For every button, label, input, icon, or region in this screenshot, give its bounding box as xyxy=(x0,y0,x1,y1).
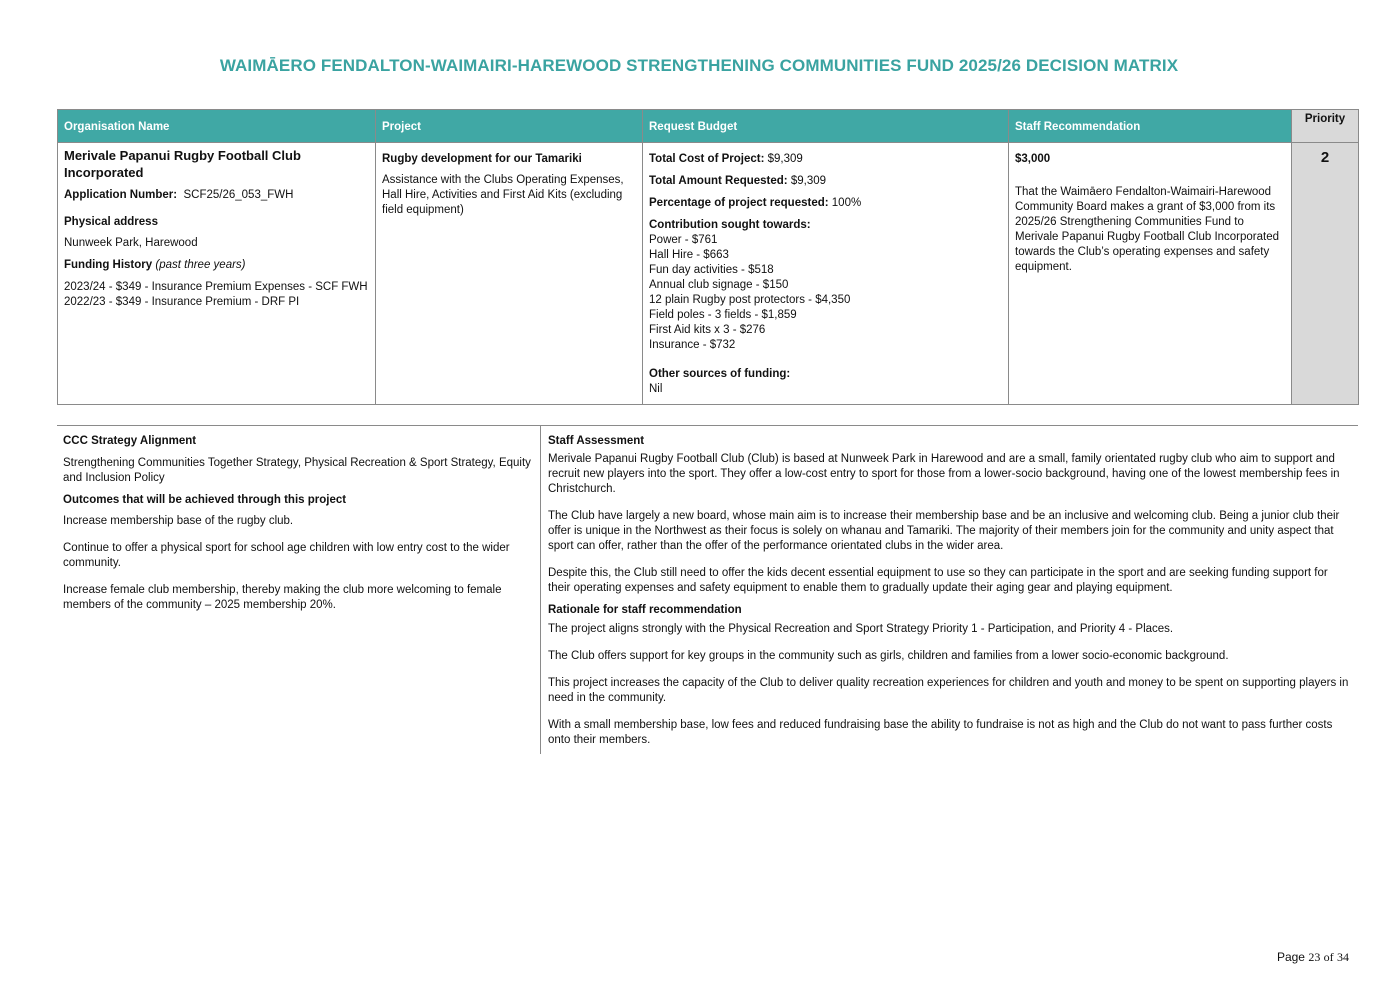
funding-history-note: (past three years) xyxy=(155,259,246,271)
total-cost xyxy=(649,152,1002,167)
staff-assessment-column xyxy=(542,426,1358,756)
list-item: Hall Hire - $663 xyxy=(649,249,729,261)
outcome-item: Continue to offer a physical sport for school age children with low entry cost to the wider community. xyxy=(63,542,510,569)
total-cost-label: Total Cost of Project: xyxy=(649,153,765,165)
priority-cell xyxy=(1292,143,1359,405)
list-item: Insurance - $732 xyxy=(649,339,736,351)
priority-value: 2 xyxy=(1320,149,1330,166)
page-title: WAIMĀERO FENDALTON-WAIMAIRI-HAREWOOD STRENGTHENING COMMUNITIES FUND 2025/26 DECISION MATRIX xyxy=(219,56,1179,75)
header-priority: Priority xyxy=(1292,110,1359,143)
percentage-requested xyxy=(649,196,1002,211)
funding-history-item: 2023/24 - $349 - Insurance Premium Expenses - SCF FWH xyxy=(64,281,368,293)
assessment-paragraph: The Club have largely a new board, whose main aim is to increase their membership base and be an inclusive and welcoming club. Being a junior club their offer is unique in the Northwest as their focus is solely on whanau and Tamariki. The majority of their members join for the community and unity aspect that sport can offer, rather than the offer of the performance orientated clubs in the wider area. xyxy=(548,510,1340,552)
rationale-paragraph: With a small membership base, low fees and reduced fundraising base the ability to fundraise is not as high and the Club do not want to pass further costs onto their members. xyxy=(548,719,1333,746)
percentage-value: 100% xyxy=(831,197,862,209)
total-requested-value: $9,309 xyxy=(790,175,827,187)
recommendation-text: That the Waimāero Fendalton-Waimairi-Harewood Community Board makes a grant of $3,000 from its 2025/26 Strengthening Communities Fund to Merivale Papanui Rugby Football Club Incorporated towards the Club’s operating expenses and safety equipment. xyxy=(1015,186,1280,273)
strategy-alignment-heading: CCC Strategy Alignment xyxy=(63,435,197,447)
page-label: Page xyxy=(1276,950,1305,964)
outcome-item: Increase female club membership, thereby making the club more welcoming to female members of the community – 2025 membership 20%. xyxy=(63,584,502,611)
application-number xyxy=(64,188,369,203)
header-organisation-name: Organisation Name xyxy=(58,110,376,143)
list-item: Field poles - 3 fields - $1,859 xyxy=(649,309,797,321)
funding-history-heading xyxy=(64,258,369,273)
list-item: Power - $761 xyxy=(649,234,718,246)
physical-address-label: Physical address xyxy=(64,216,158,228)
project-description: Assistance with the Clubs Operating Expenses, Hall Hire, Activities and First Aid Kits (excluding field equipment) xyxy=(382,174,624,216)
strategy-alignment-text: Strengthening Communities Together Strategy, Physical Recreation & Sport Strategy, Equity and Inclusion Policy xyxy=(63,457,531,484)
assessment-section xyxy=(57,425,1358,754)
project-title: Rugby development for our Tamariki xyxy=(382,153,582,165)
other-funding-value: Nil xyxy=(649,383,663,395)
total-requested xyxy=(649,174,1002,189)
list-item: Fun day activities - $518 xyxy=(649,264,774,276)
assessment-paragraph: Merivale Papanui Rugby Football Club (Club) is based at Nunweek Park in Harewood and are a small, family orientated rugby club who aim to support and recruit new players into the sport. They offer a low-cost entry to sport for those from a lower-socio background, having one of the lowest membership fees in Christchurch. xyxy=(548,453,1340,495)
organisation-cell xyxy=(58,143,376,405)
other-funding-label: Other sources of funding: xyxy=(649,368,791,380)
organisation-name: Merivale Papanui Rugby Football Club Incorporated xyxy=(64,148,301,180)
staff-recommendation-cell xyxy=(1009,143,1292,405)
outcome-item: Increase membership base of the rugby club. xyxy=(63,515,294,527)
rationale-paragraph: This project increases the capacity of the Club to deliver quality recreation experiences for children and youth and money to be spent on supporting players in need in the community. xyxy=(548,677,1349,704)
rationale-paragraph: The project aligns strongly with the Physical Recreation and Sport Strategy Priority 1 - Participation, and Priority 4 - Places. xyxy=(548,623,1174,635)
outcomes-heading: Outcomes that will be achieved through this project xyxy=(63,494,347,506)
physical-address: Nunweek Park, Harewood xyxy=(64,237,198,249)
application-number-label: Application Number: xyxy=(64,189,178,201)
list-item: Annual club signage - $150 xyxy=(649,279,789,291)
project-cell xyxy=(376,143,643,405)
table-header-row xyxy=(58,110,1359,143)
page-of-label: of xyxy=(1323,950,1334,964)
rationale-paragraph: The Club offers support for key groups in the community such as girls, children and families from a lower socio-economic background. xyxy=(548,650,1229,662)
total-cost-value: $9,309 xyxy=(767,153,803,165)
page-total: 34 xyxy=(1337,950,1349,964)
list-item: 12 plain Rugby post protectors - $4,350 xyxy=(649,294,851,306)
header-project: Project xyxy=(376,110,643,143)
page-current: 23 xyxy=(1308,950,1321,964)
rationale-heading: Rationale for staff recommendation xyxy=(548,604,742,616)
funding-history-item: 2022/23 - $349 - Insurance Premium - DRF PI xyxy=(64,296,300,308)
table-row xyxy=(58,143,1359,405)
strategy-alignment-column xyxy=(57,426,541,754)
contribution-label: Contribution sought towards: xyxy=(649,219,811,231)
budget-cell xyxy=(643,143,1009,405)
header-request-budget: Request Budget xyxy=(643,110,1009,143)
staff-assessment-heading: Staff Assessment xyxy=(548,435,645,447)
percentage-label: Percentage of project requested: xyxy=(649,197,829,209)
total-requested-label: Total Amount Requested: xyxy=(649,175,788,187)
assessment-paragraph: Despite this, the Club still need to offer the kids decent essential equipment to use so they can participate in the sport and are seeking funding support for their operating expenses and safety equipment to enable them to gradually update their aging gear and playing equipment. xyxy=(548,567,1328,594)
list-item: First Aid kits x 3 - $276 xyxy=(649,324,766,336)
contribution-list xyxy=(649,233,1002,353)
page-number xyxy=(1277,950,1349,965)
header-staff-recommendation: Staff Recommendation xyxy=(1009,110,1292,143)
application-number-value: SCF25/26_053_FWH xyxy=(183,189,294,201)
funding-history-label: Funding History xyxy=(64,259,153,271)
recommended-amount: $3,000 xyxy=(1015,153,1051,165)
decision-matrix-table xyxy=(57,109,1359,405)
